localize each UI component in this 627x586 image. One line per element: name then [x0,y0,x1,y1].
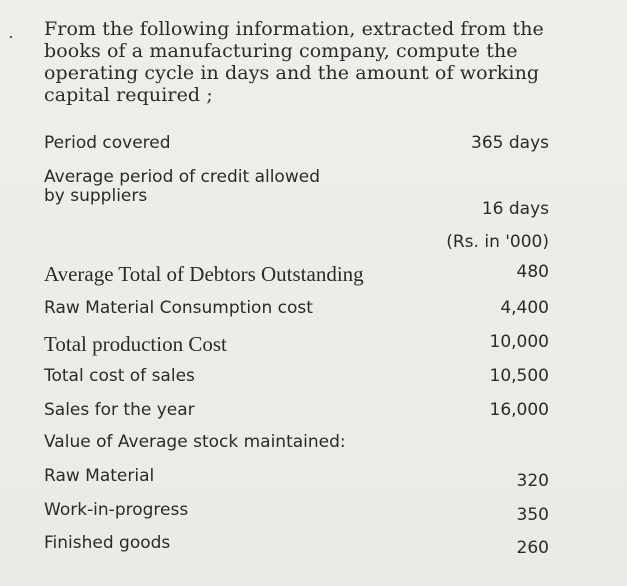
item-label: Sales for the year [44,400,195,420]
item-value: 10,000 [489,332,549,352]
item-value: 4,400 [500,298,549,318]
stock-item-label: Work-in-progress [44,500,189,520]
item-label: Raw Material Consumption cost [44,298,313,318]
item-label: Average Total of Debtors Outstanding [44,262,364,286]
question-marker: . [8,22,14,43]
item-label: Total cost of sales [44,366,195,386]
units-note: (Rs. in '000) [446,232,549,252]
stock-item-value: 350 [516,505,549,525]
item-value: 10,500 [489,366,549,386]
stock-item-value: 320 [516,471,549,491]
credit-period-label: Average period of credit allowed by suppliers [44,167,320,206]
question-text: From the following information, extracted from the books of a manufacturing company, compute the operating cycle in days and the amount of working capital required ; [44,18,544,106]
item-value: 480 [516,262,549,282]
stock-item-value: 260 [516,538,549,558]
stock-item-label: Raw Material [44,466,155,486]
period-covered-label: Period covered [44,133,171,153]
stock-item-label: Finished goods [44,533,171,553]
stock-heading: Value of Average stock maintained: [44,432,346,452]
credit-period-value: 16 days [481,199,549,219]
item-value: 16,000 [489,400,549,420]
period-covered-value: 365 days [471,133,549,153]
item-label: Total production Cost [44,332,227,356]
